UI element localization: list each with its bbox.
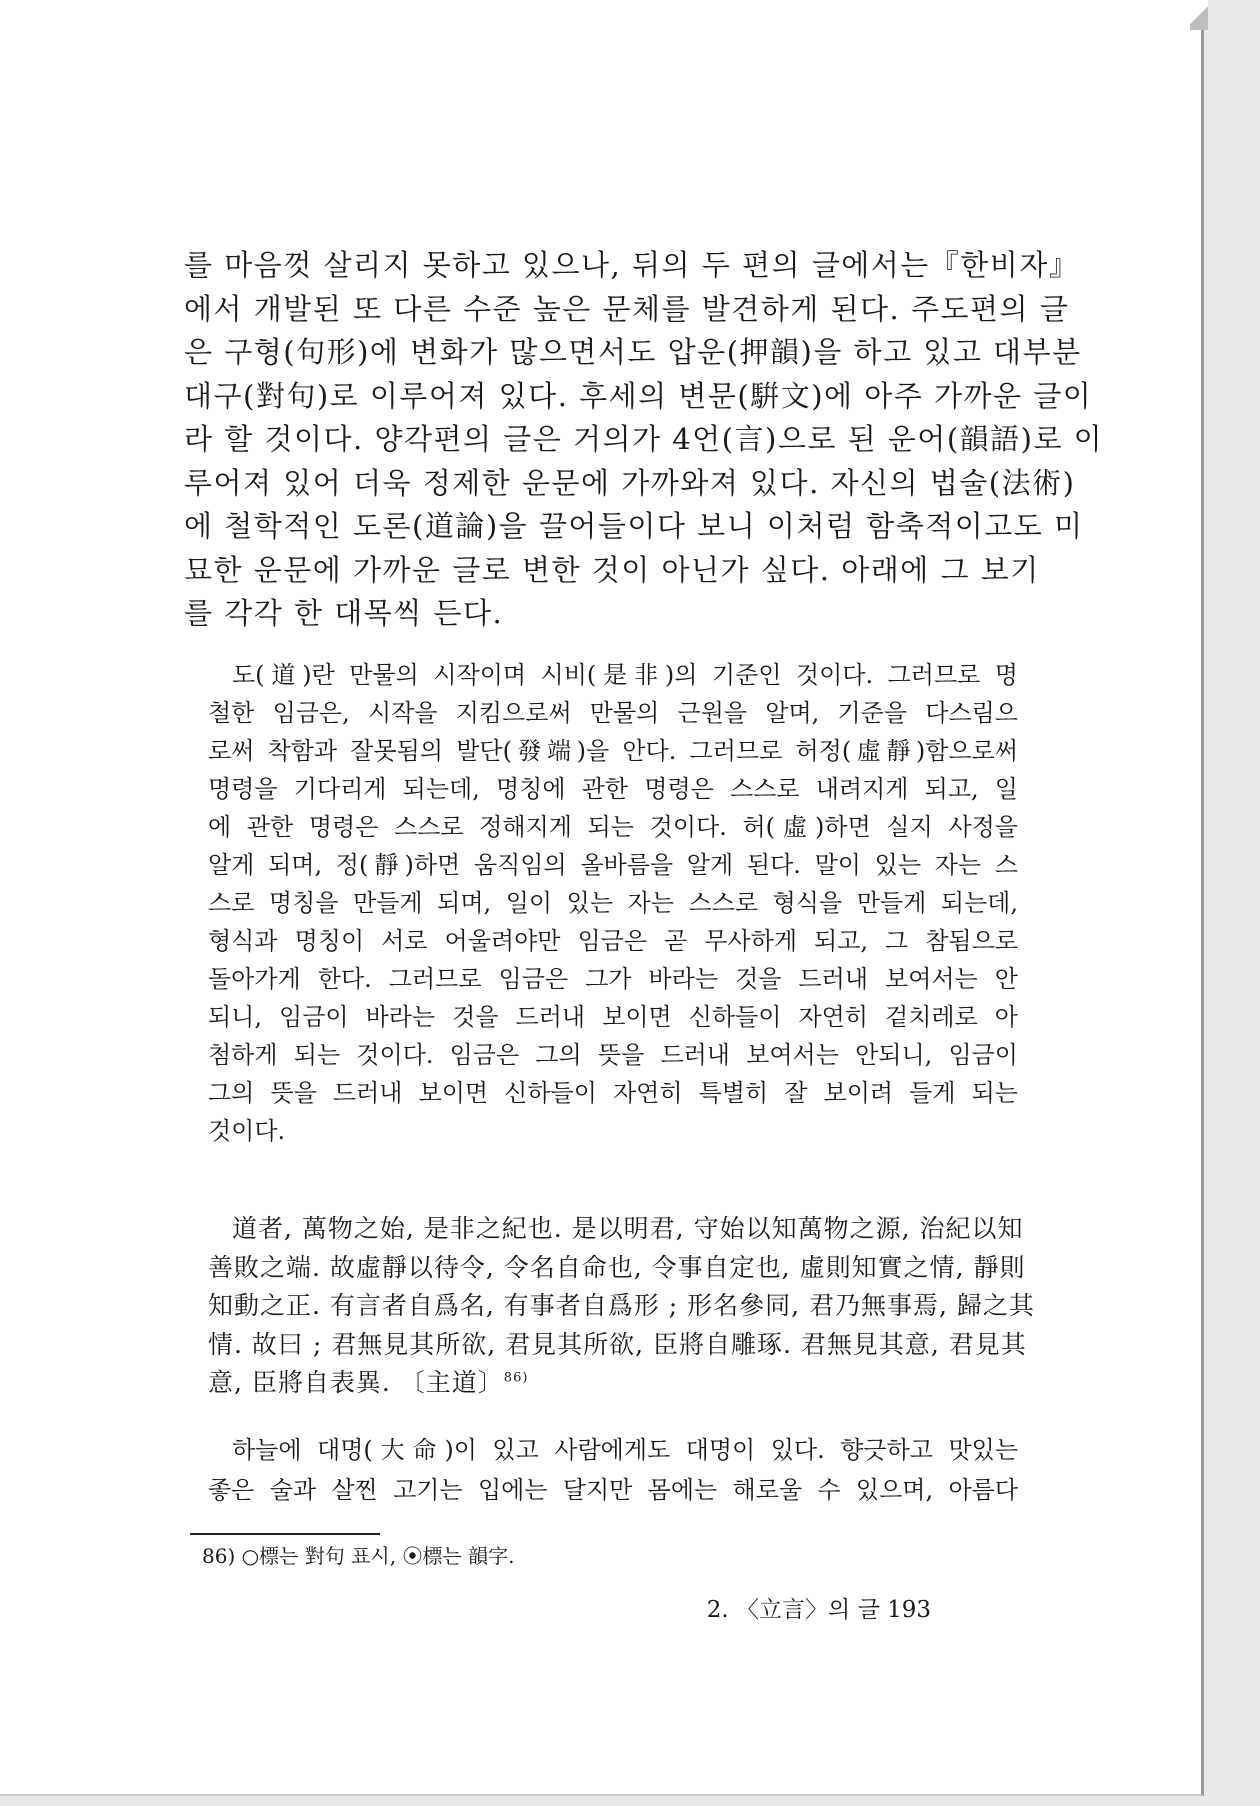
footnote-divider <box>190 1533 380 1535</box>
intro-line: 대구(對句)로 이루어져 있다. 후세의 변문(騈文)에 아주 가까운 글이 <box>184 378 1093 413</box>
original-line-last <box>208 1364 1018 1403</box>
translation-line: 첨하게 되는 것이다. 임금은 그의 뜻을 드러내 보여서는 안되니, 임금이 <box>208 1041 1018 1069</box>
intro-line: 루어져 있어 더욱 정제한 운문에 가까와져 있다. 자신의 법술(法術) <box>184 465 1076 500</box>
intro-line: 묘한 운문에 가까운 글로 변한 것이 아닌가 싶다. 아래에 그 보기 <box>184 552 1040 587</box>
intro-line: 를 각각 한 대목씩 든다. <box>184 596 504 630</box>
intro-line: 를 마음껏 살리지 못하고 있으나, 뒤의 두 편의 글에서는『한비자』 <box>184 248 1080 282</box>
classical-chinese-quote <box>208 1210 1035 1403</box>
translation-line: 에 관한 명령은 스스로 정해지게 되는 것이다. 허(虛)하면 실지 사정을 <box>208 813 1018 841</box>
original-line: 知動之正. 有言者自爲名, 有事者自爲形 ; 形名參同, 君乃無事焉, 歸之其 <box>208 1291 1035 1320</box>
page-curl <box>1190 0 1208 30</box>
translation-line: 알게 되며, 정(靜)하면 움직임의 올바름을 알게 된다. 말이 있는 자는 스 <box>208 851 1018 879</box>
translation-line: 명령을 기다리게 되는데, 명칭에 관한 명령은 스스로 내려지게 되고, 일 <box>208 775 1018 803</box>
translation-line: 것이다. <box>208 1117 286 1145</box>
translation-line: 로써 착함과 잘못됨의 발단(發端)을 안다. 그러므로 허정(虛靜)함으로써 <box>208 737 1018 765</box>
intro-line: 은 구형(句形)에 변화가 많으면서도 압운(押韻)을 하고 있고 대부분 <box>184 335 1082 369</box>
intro-paragraph <box>184 244 1104 636</box>
original-line: 情. 故曰 ; 君無見其所欲, 君見其所欲, 臣將自雕琢. 君無見其意, 君見其 <box>208 1329 1027 1359</box>
footnote-reference: 86) <box>503 1370 529 1386</box>
intro-line: 에 철학적인 도론(道論)을 끌어들이다 보니 이처럼 함축적이고도 미 <box>184 509 1084 543</box>
running-footer: 2. 〈立言〉의 글 193 <box>706 1597 931 1623</box>
translation-line: 돌아가게 한다. 그러므로 임금은 그가 바라는 것을 드러내 보여서는 안 <box>208 965 1018 993</box>
translation-line: 형식과 명칭이 서로 어울려야만 임금은 곧 무사하게 되고, 그 참됨으로 <box>208 927 1018 955</box>
translation-quote <box>208 656 1018 1150</box>
translation-line: 도(道)란 만물의 시작이며 시비(是非)의 기준인 것이다. 그러므로 명 <box>232 661 1018 689</box>
next-line: 하늘에 대명(大命)이 있고 사람에게도 대명이 있다. 향긋하고 맛있는 <box>232 1436 1018 1464</box>
translation-line: 철한 임금은, 시작을 지킴으로써 만물의 근원을 알며, 기준을 다스림으 <box>208 699 1018 727</box>
translation-line: 되니, 임금이 바라는 것을 드러내 보이면 신하들이 자연히 겉치레로 아 <box>208 1003 1018 1031</box>
next-line: 좋은 술과 살찐 고기는 입에는 달지만 몸에는 해로울 수 있으며, 아름다 <box>208 1476 1018 1504</box>
original-line-text: 意, 臣將自表異. 〔主道〕 <box>208 1368 504 1397</box>
next-paragraph <box>208 1430 1018 1510</box>
translation-line: 그의 뜻을 드러내 보이면 신하들이 자연히 특별히 잘 보이려 들게 되는 <box>208 1079 1018 1107</box>
footnote: 86) ○標는 對句 표시, ⦿標는 韻字. <box>202 1544 515 1568</box>
translation-line: 스로 명칭을 만들게 되며, 일이 있는 자는 스스로 형식을 만들게 되는데, <box>208 889 1018 917</box>
original-line: 道者, 萬物之始, 是非之紀也. 是以明君, 守始以知萬物之源, 治紀以知 <box>232 1214 1024 1243</box>
intro-line: 라 할 것이다. 양각편의 글은 거의가 4언(言)으로 된 운어(韻語)로 이 <box>184 422 1104 456</box>
intro-line: 에서 개발된 또 다른 수준 높은 문체를 발견하게 된다. 주도편의 글 <box>184 291 1070 326</box>
original-line: 善敗之端. 故虛靜以待令, 令名自命也, 令事自定也, 虛則知實之情, 靜則 <box>208 1252 1026 1282</box>
